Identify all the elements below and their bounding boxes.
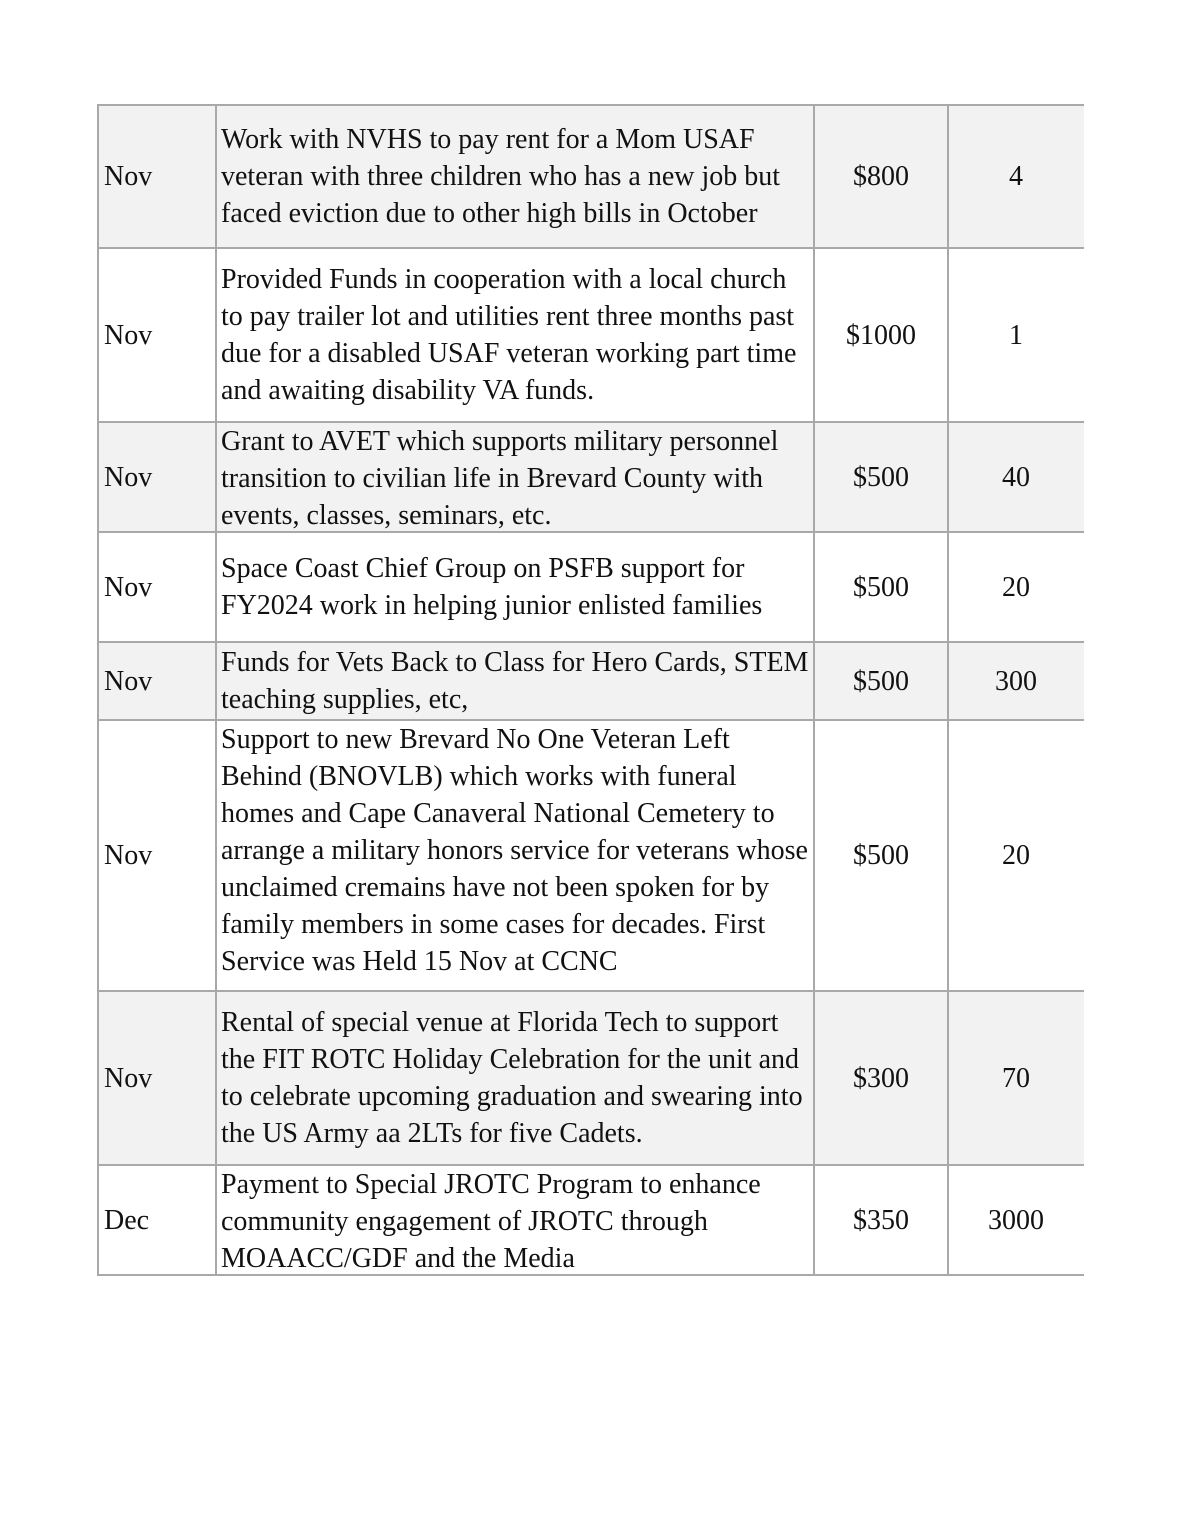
amount-cell: $500 [814,720,948,991]
month-cell: Nov [98,532,216,642]
table-row [98,105,1084,248]
count-cell: 40 [948,422,1084,532]
month-cell: Nov [98,248,216,422]
description-text: Rental of special venue at Florida Tech to support the FIT ROTC Holiday Celebration for the unit and to celebrate upcoming graduation and swearing into the US Army aa 2LTs for five Cadets. [221,1007,803,1149]
count-cell: 4 [948,105,1084,248]
description-text: Space Coast Chief Group on PSFB support for FY2024 work in helping junior enlisted families [221,553,763,621]
description-text: Grant to AVET which supports military personnel transition to civilian life in Brevard County with events, classes, seminars, etc. [221,426,779,531]
donations-table-wrapper [97,104,1084,1276]
amount-cell: $1000 [814,248,948,422]
table-row [98,720,1084,991]
description-cell [216,642,814,720]
description-cell [216,105,814,248]
month-cell: Nov [98,642,216,720]
description-cell [216,720,814,991]
amount-cell: $300 [814,991,948,1165]
table-row [98,422,1084,532]
amount-cell: $350 [814,1165,948,1275]
table-row [98,532,1084,642]
amount-cell: $800 [814,105,948,248]
description-cell [216,532,814,642]
donations-table [97,104,1084,1276]
count-cell: 20 [948,532,1084,642]
count-cell: 3000 [948,1165,1084,1275]
description-text: Payment to Special JROTC Program to enhance community engagement of JROTC through MOAACC/GDF and the Media [221,1169,761,1274]
table-row [98,642,1084,720]
month-cell: Dec [98,1165,216,1275]
description-cell [216,991,814,1165]
table-row [98,1165,1084,1275]
count-cell: 70 [948,991,1084,1165]
table-row [98,991,1084,1165]
description-cell [216,248,814,422]
count-cell: 300 [948,642,1084,720]
count-cell: 20 [948,720,1084,991]
month-cell: Nov [98,991,216,1165]
amount-cell: $500 [814,642,948,720]
description-cell [216,422,814,532]
table-row [98,248,1084,422]
amount-cell: $500 [814,532,948,642]
description-text: Support to new Brevard No One Veteran Left Behind (BNOVLB) which works with funeral homes and Cape Canaveral National Cemetery to arrange a military honors service for veterans whose unclaimed cremains have not been spoken for by family members in some cases for decades. First Service was Held 15 Nov at CCNC [221,724,808,977]
month-cell: Nov [98,720,216,991]
month-cell: Nov [98,105,216,248]
description-text: Provided Funds in cooperation with a local church to pay trailer lot and utilities rent three months past due for a disabled USAF veteran working part time and awaiting disability VA funds. [221,264,797,406]
month-cell: Nov [98,422,216,532]
description-cell [216,1165,814,1275]
description-text: Funds for Vets Back to Class for Hero Cards, STEM teaching supplies, etc, [221,647,809,715]
amount-cell: $500 [814,422,948,532]
description-text: Work with NVHS to pay rent for a Mom USAF veteran with three children who has a new job but faced eviction due to other high bills in October [221,124,781,229]
count-cell: 1 [948,248,1084,422]
